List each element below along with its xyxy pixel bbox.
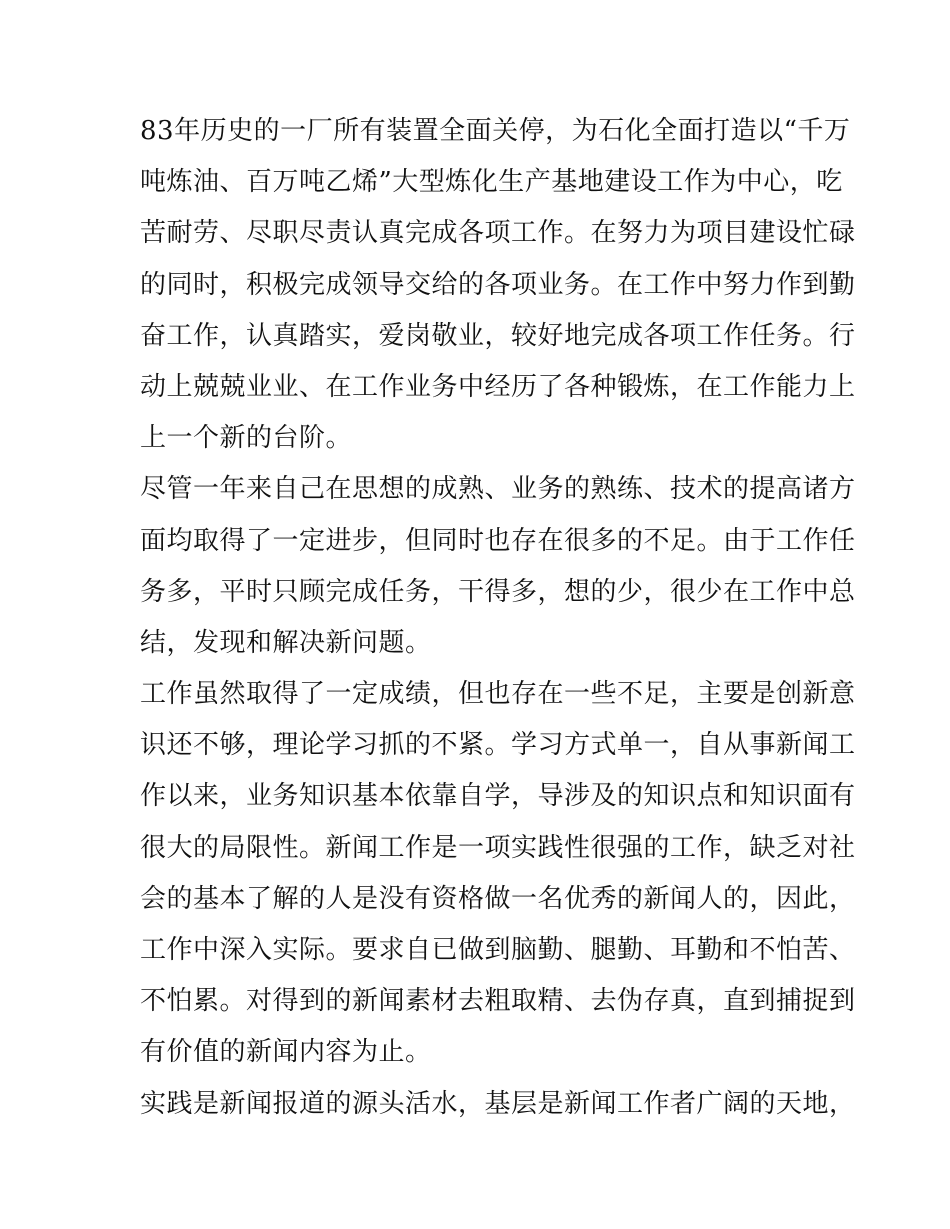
text-line: 务多，平时只顾完成任务，干得多，想的少，很少在工作中总: [140, 576, 856, 607]
paragraph-3: [140, 669, 856, 1079]
text-line: 83年历史的一厂所有装置全面关停，为石化全面打造以“千万: [140, 116, 851, 146]
text-line: 尽管一年来自己在思想的成熟、业务的熟练、技术的提高诸方: [140, 474, 856, 505]
text-line: 奋工作，认真踏实，爱岗敬业，较好地完成各项工作任务。行: [140, 320, 856, 351]
paragraph-2: [140, 464, 856, 669]
paragraph-1: [140, 106, 856, 464]
text-line: 工作中深入实际。要求自已做到脑勤、腿勤、耳勤和不怕苦、: [140, 935, 856, 965]
text-line: 吨炼油、百万吨乙烯”大型炼化生产基地建设工作为中心，吃: [140, 167, 843, 198]
text-line: 实践是新闻报道的源头活水，基层是新闻工作者广阔的天地，: [140, 1088, 856, 1119]
document-body: [140, 106, 856, 1130]
text-line: 很大的局限性。新闻工作是一项实践性很强的工作，缺乏对社: [140, 832, 856, 863]
text-line: 作以来，业务知识基本依靠自学，导涉及的知识点和知识面有: [140, 781, 856, 812]
paragraph-4: [140, 1079, 856, 1130]
text-line: 苦耐劳、尽职尽责认真完成各项工作。在努力为项目建设忙碌: [140, 218, 856, 249]
text-line: 不怕累。对得到的新闻素材去粗取精、去伪存真，直到捕捉到: [140, 986, 856, 1017]
text-line: 的同时，积极完成领导交给的各项业务。在工作中努力作到勤: [140, 269, 856, 300]
text-line: 结，发现和解决新问题。: [140, 627, 432, 658]
text-line: 会的基本了解的人是没有资格做一名优秀的新闻人的，因此，: [140, 883, 856, 914]
text-line: 上一个新的台阶。: [140, 423, 353, 454]
text-line: 识还不够，理论学习抓的不紧。学习方式单一，自从事新闻工: [140, 730, 856, 761]
text-line: 面均取得了一定进步，但同时也存在很多的不足。由于工作任: [140, 525, 856, 556]
text-line: 工作虽然取得了一定成绩，但也存在一些不足，主要是创新意: [140, 679, 856, 710]
text-line: 动上兢兢业业、在工作业务中经历了各种锻炼，在工作能力上: [140, 371, 856, 402]
text-line: 有价值的新闻内容为止。: [140, 1037, 432, 1068]
